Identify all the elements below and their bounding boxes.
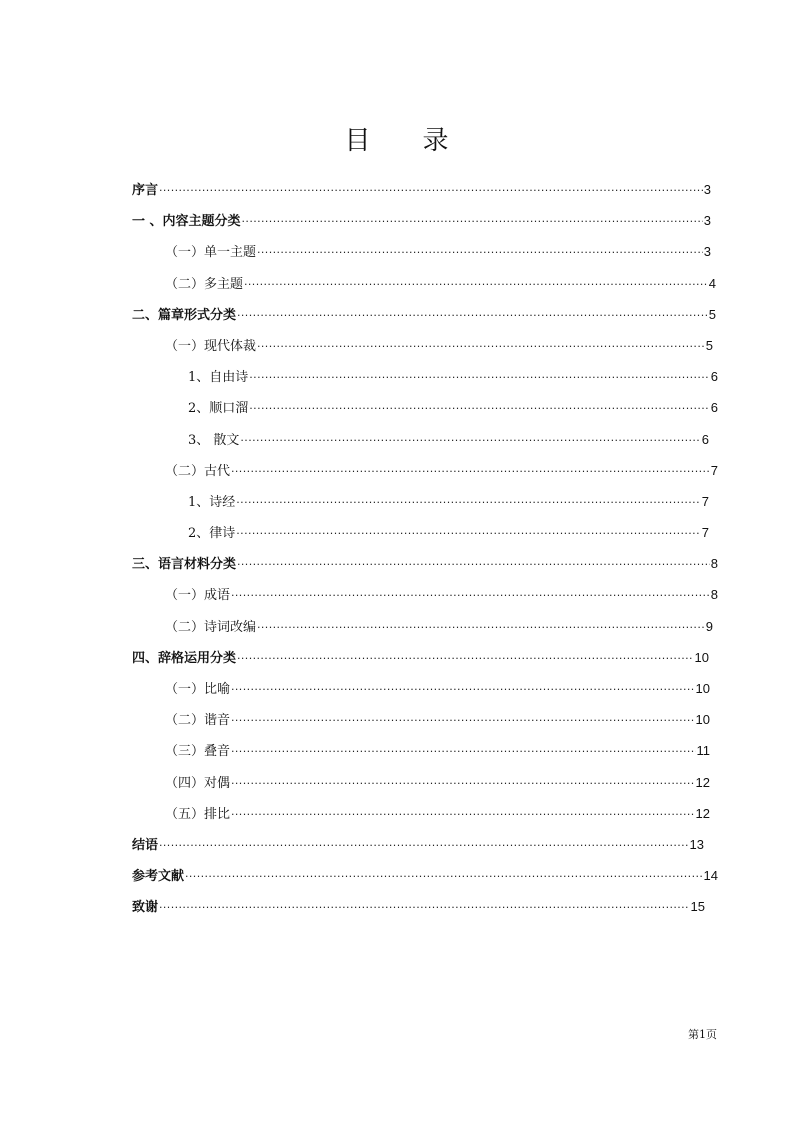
toc-entry[interactable]: [132, 491, 709, 522]
toc-entry-label: 参考文献: [132, 869, 185, 885]
toc-entry-page-number: 5: [708, 306, 716, 322]
toc-entry-label: 四、辞格运用分类: [132, 650, 237, 666]
toc-entry[interactable]: [132, 678, 710, 709]
toc-entry-page-number: 10: [694, 649, 709, 665]
toc-entry-page-number: 7: [701, 493, 709, 509]
toc-entry-label: 二、篇章形式分类: [132, 307, 237, 323]
toc-entry-page-number: 11: [696, 743, 710, 759]
toc-entry[interactable]: [132, 366, 718, 397]
toc-entry[interactable]: [132, 460, 718, 491]
toc-leader-dots: [257, 621, 705, 634]
toc-leader-dots: [236, 496, 700, 509]
toc-entry-page-number: 15: [690, 899, 705, 915]
toc-entry[interactable]: [132, 210, 711, 241]
toc-entry-page-number: 5: [705, 337, 713, 353]
toc-leader-dots: [242, 215, 703, 228]
toc-leader-dots: [237, 558, 710, 571]
toc-entry-page-number: 4: [708, 275, 716, 291]
toc-entry-label: 一 、内容主题分类: [132, 214, 241, 230]
toc-entry-page-number: 6: [710, 400, 718, 416]
toc-leader-dots: [159, 901, 690, 914]
toc-entry-label: （二）谐音: [165, 713, 231, 729]
page-title: [0, 120, 793, 157]
toc-leader-dots: [244, 278, 708, 291]
toc-entry-label: 2、顺口溜: [188, 401, 249, 417]
toc-entry-label: 三、语言材料分类: [132, 557, 237, 573]
toc-entry-page-number: 3: [703, 244, 711, 260]
toc-leader-dots: [159, 839, 689, 852]
toc-entry-label: 序言: [132, 183, 159, 198]
toc-entry[interactable]: [132, 834, 704, 865]
toc-leader-dots: [185, 870, 703, 883]
toc-leader-dots: [237, 309, 708, 322]
toc-entry-label: （二）多主题: [165, 276, 244, 292]
toc-entry[interactable]: [132, 335, 713, 366]
toc-entry[interactable]: [132, 304, 716, 335]
toc-entry-page-number: 13: [689, 836, 704, 852]
toc-entry[interactable]: [132, 740, 710, 771]
toc-entry-page-number: 8: [710, 587, 718, 603]
page-number-footer: 第1页: [688, 1028, 717, 1041]
table-of-contents: [132, 179, 720, 928]
toc-leader-dots: [249, 402, 709, 415]
toc-leader-dots: [236, 527, 700, 540]
title-char-1: 目: [344, 126, 371, 156]
toc-leader-dots: [231, 465, 710, 478]
toc-entry-label: （一）比喻: [165, 682, 231, 697]
toc-entry-page-number: 9: [705, 618, 713, 634]
toc-entry-label: 3、 散文: [188, 432, 240, 448]
toc-entry-page-number: 3: [703, 182, 711, 197]
toc-entry-label: （一）现代体裁: [165, 338, 257, 354]
toc-entry-page-number: 6: [710, 369, 718, 385]
toc-entry[interactable]: [132, 397, 718, 428]
toc-entry-label: （二）古代: [165, 463, 231, 479]
toc-entry-label: （三）叠音: [165, 744, 231, 760]
toc-entry-label: 1、诗经: [188, 494, 236, 510]
toc-entry[interactable]: [132, 647, 709, 678]
toc-entry[interactable]: [132, 865, 718, 896]
toc-entry-label: （一）成语: [165, 588, 231, 604]
toc-leader-dots: [257, 340, 705, 353]
toc-entry-page-number: 7: [701, 525, 709, 541]
toc-entry-label: （二）诗词改编: [165, 619, 257, 635]
toc-entry[interactable]: [132, 429, 709, 460]
toc-leader-dots: [240, 434, 700, 447]
toc-entry[interactable]: [132, 896, 705, 927]
toc-leader-dots: [231, 714, 695, 727]
toc-leader-dots: [159, 184, 703, 197]
toc-leader-dots: [231, 683, 695, 696]
toc-leader-dots: [231, 589, 710, 602]
toc-entry-label: 致谢: [132, 900, 159, 916]
toc-entry[interactable]: [132, 553, 718, 584]
toc-entry[interactable]: [132, 241, 711, 272]
toc-entry-page-number: 3: [703, 213, 711, 229]
toc-entry-label: （五）排比: [165, 806, 231, 822]
toc-entry[interactable]: [132, 179, 711, 210]
toc-entry-label: 1、自由诗: [188, 370, 249, 386]
toc-leader-dots: [249, 371, 709, 384]
toc-entry-page-number: 7: [710, 462, 718, 478]
toc-entry-page-number: 10: [695, 681, 710, 696]
toc-entry-page-number: 14: [703, 868, 718, 884]
toc-entry[interactable]: [132, 709, 710, 740]
toc-entry-page-number: 12: [695, 805, 710, 821]
toc-entry[interactable]: [132, 772, 710, 803]
toc-entry[interactable]: [132, 803, 710, 834]
toc-entry[interactable]: [132, 522, 709, 553]
toc-entry-label: 2、律诗: [188, 526, 236, 542]
toc-leader-dots: [231, 777, 695, 790]
toc-entry[interactable]: [132, 616, 713, 647]
toc-entry-label: （一）单一主题: [165, 245, 257, 261]
toc-entry[interactable]: [132, 273, 716, 304]
toc-entry-page-number: 6: [701, 431, 709, 447]
toc-entry-page-number: 10: [695, 712, 710, 728]
toc-leader-dots: [257, 246, 703, 259]
title-char-2: 录: [422, 126, 449, 156]
toc-leader-dots: [231, 745, 695, 758]
toc-entry-label: （四）对偶: [165, 775, 231, 791]
toc-leader-dots: [231, 808, 695, 821]
toc-entry-page-number: 12: [695, 774, 710, 790]
toc-entry-page-number: 8: [710, 556, 718, 572]
toc-entry[interactable]: [132, 584, 718, 615]
toc-leader-dots: [237, 652, 694, 665]
toc-entry-label: 结语: [132, 837, 159, 853]
